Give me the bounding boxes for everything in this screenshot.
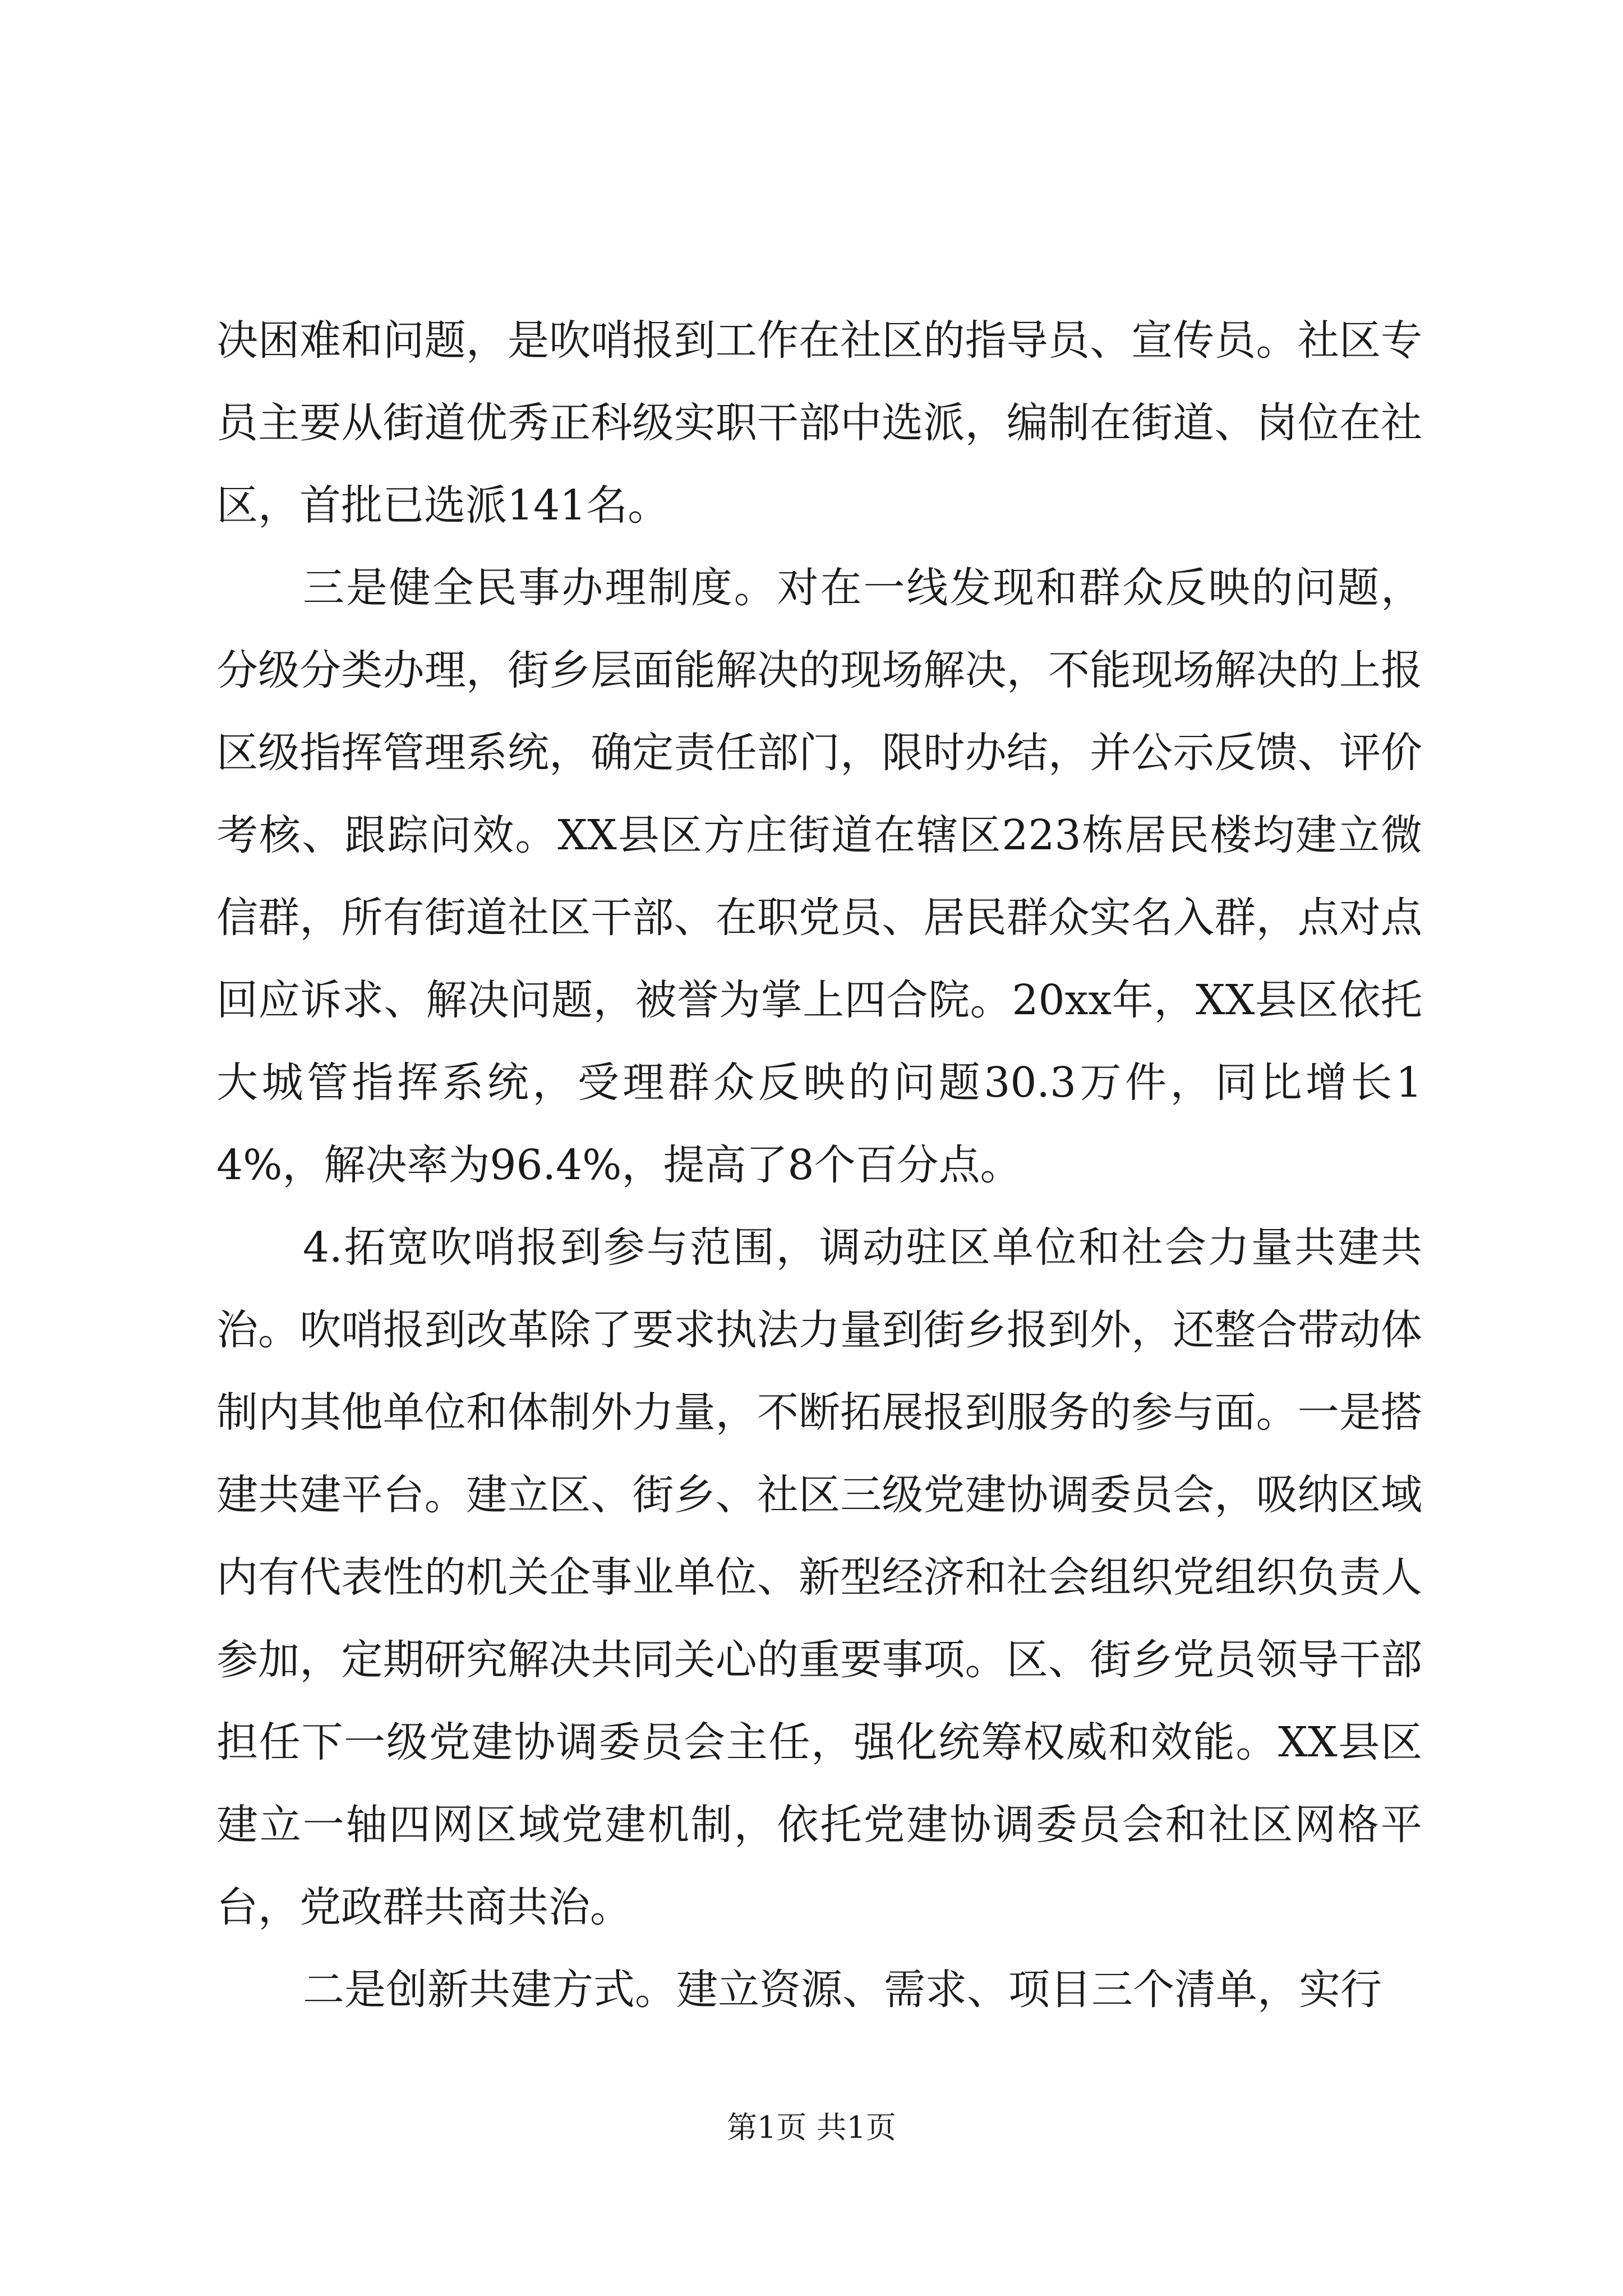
document-body [216,300,1422,2031]
page-footer: 第1页 共1页 [727,2110,896,2145]
paragraph-4: 二是创新共建方式。建立资源、需求、项目三个清单，实行 [303,1966,1382,2014]
paragraph-3: 4.拓宽吹哨报到参与范围，调动驻区单位和社会力量共建共治。吹哨报到改革除了要求执法力量到街乡报到外，还整合带动体制内其他单位和体制外力量，不断拓展报到服务的参与面。一是搭建共建平台。建立区、街乡、社区三级党建协调委员会，吸纳区域内有代表性的机关企事业单位、新型经济和社会组织党组织负责人参加，定期研究解决共同关心的重要事项。区、街乡党员领导干部担任下一级党建协调委员会主任，强化统筹权威和效能。XX县区建立一轴四网区域党建机制，依托党建协调委员会和社区网格平台，党政群共商共治。 [216,1223,1422,1931]
paragraph-2: 三是健全民事办理制度。对在一线发现和群众反映的问题，分级分类办理，街乡层面能解决的现场解决，不能现场解决的上报区级指挥管理系统，确定责任部门，限时办结，并公示反馈、评价考核、跟踪问效。XX县区方庄街道在辖区223栋居民楼均建立微信群，所有街道社区干部、在职党员、居民群众实名入群，点对点回应诉求、解决问题，被誉为掌上四合院。20xx年，XX县区依托大城管指挥系统，受理群众反映的问题30.3万件，同比增长14%，解决率为96.4%，提高了8个百分点。 [216,564,1422,1189]
paragraph-1: 决困难和问题，是吹哨报到工作在社区的指导员、宣传员。社区专员主要从街道优秀正科级实职干部中选派，编制在街道、岗位在社区，首批已选派141名。 [216,316,1422,530]
